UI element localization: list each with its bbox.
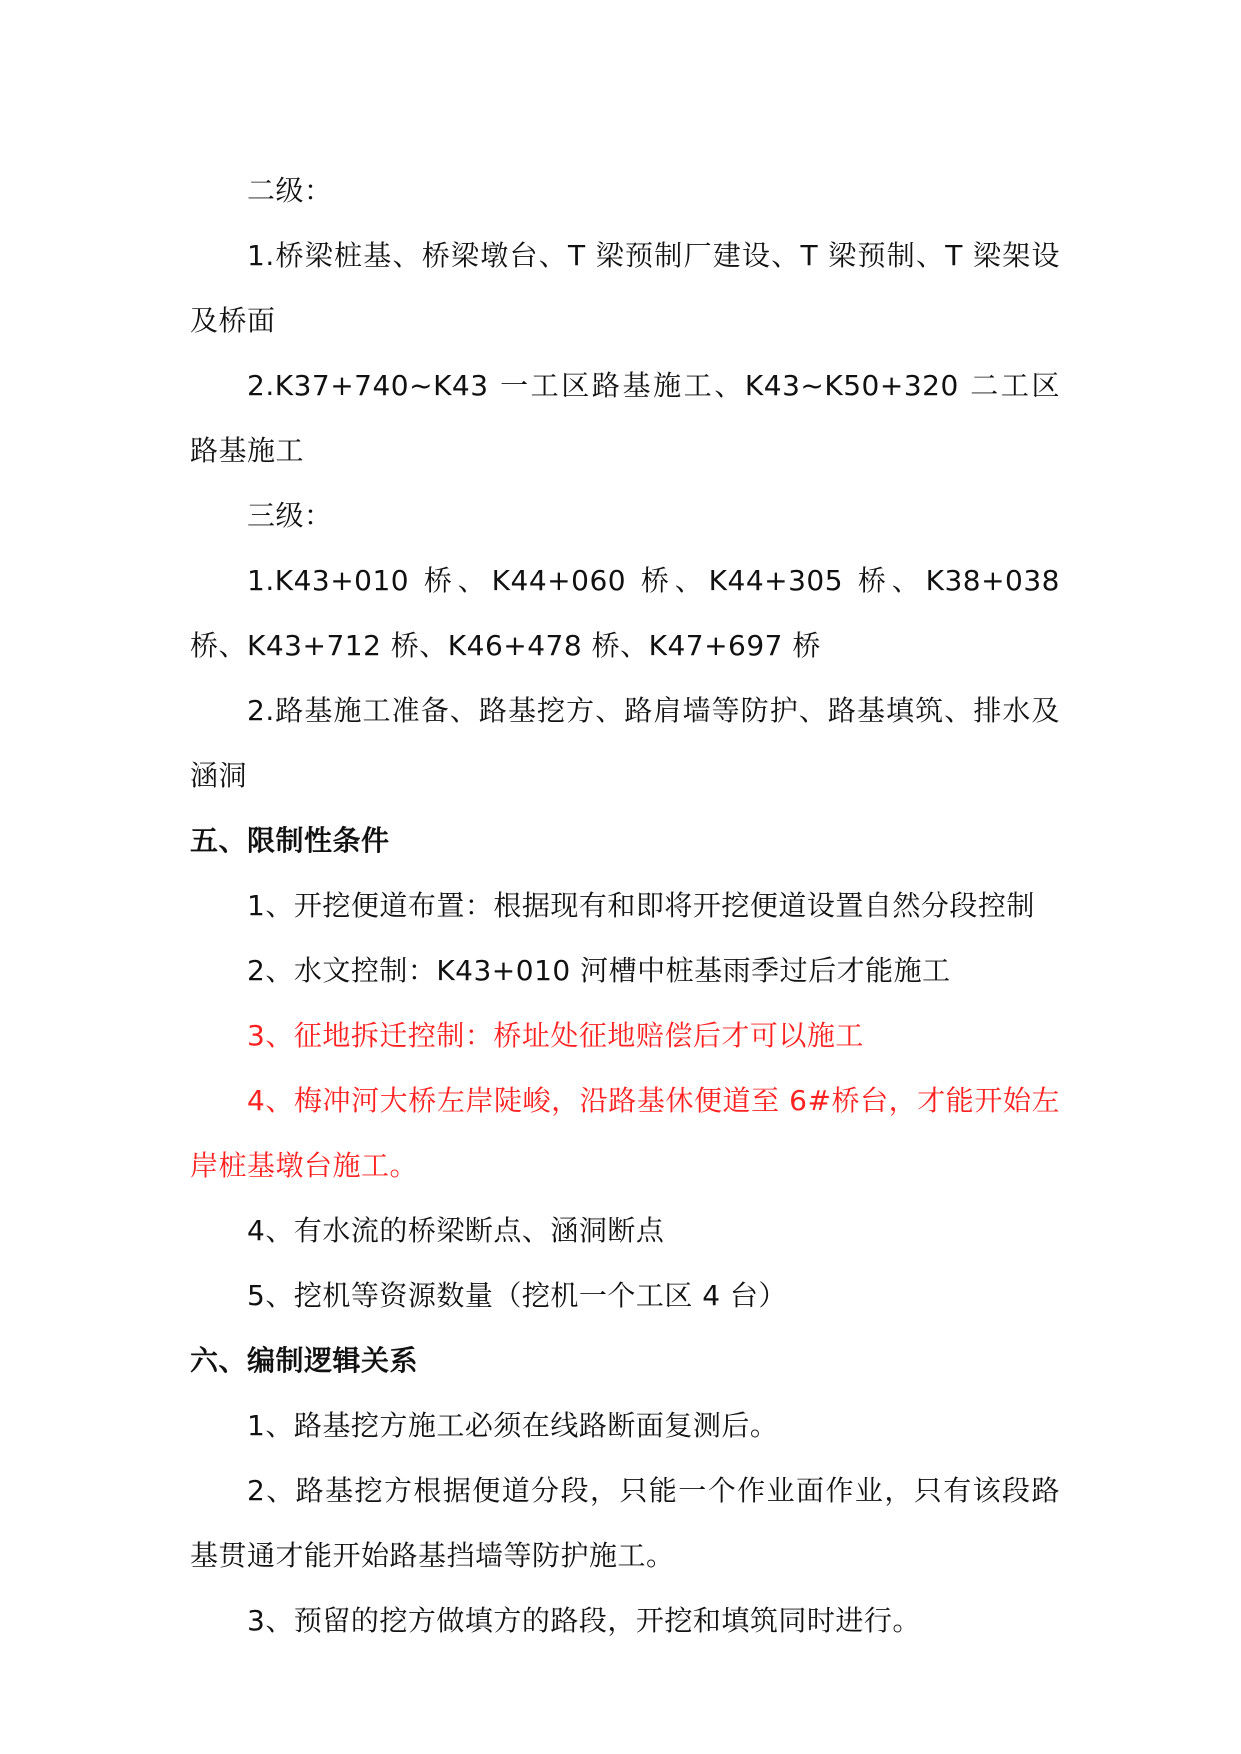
section-five-item-1: 1、开挖便道布置：根据现有和即将开挖便道设置自然分段控制	[247, 889, 1035, 922]
level3-item-1: 1.K43+010 桥、K44+060 桥、K44+305 桥、K38+038 桥、K43+712 桥、K46+478 桥、K47+697 桥	[190, 564, 1060, 662]
section-six-item-1: 1、路基挖方施工必须在线路断面复测后。	[247, 1409, 779, 1442]
level3-label: 三级：	[247, 499, 333, 532]
section-five-item-4: 4、有水流的桥梁断点、涵洞断点	[247, 1214, 665, 1247]
section-six-item-2: 2、路基挖方根据便道分段，只能一个作业面作业，只有该段路基贯通才能开始路基挡墙等防护施工。	[190, 1474, 1060, 1572]
level2-label: 二级：	[247, 174, 333, 207]
level2-item-1: 1.桥梁桩基、桥梁墩台、T 梁预制厂建设、T 梁预制、T 梁架设及桥面	[190, 239, 1060, 337]
section-five-heading: 五、限制性条件	[190, 824, 390, 857]
level2-item-2: 2.K37+740~K43 一工区路基施工、K43~K50+320 二工区路基施工	[190, 369, 1060, 467]
document-page	[190, 158, 1060, 1653]
section-six-heading: 六、编制逻辑关系	[190, 1344, 419, 1377]
section-five-item-3-highlight: 3、征地拆迁控制：桥址处征地赔偿后才可以施工	[247, 1019, 864, 1052]
section-five-item-5: 5、挖机等资源数量（挖机一个工区 4 台）	[247, 1279, 787, 1312]
section-five-item-4-highlight: 4、梅冲河大桥左岸陡峻，沿路基休便道至 6#桥台，才能开始左岸桩基墩台施工。	[190, 1084, 1060, 1182]
section-five-item-2: 2、水文控制：K43+010 河槽中桩基雨季过后才能施工	[247, 954, 951, 987]
level3-item-2: 2.路基施工准备、路基挖方、路肩墙等防护、路基填筑、排水及涵洞	[190, 694, 1060, 792]
section-six-item-3: 3、预留的挖方做填方的路段，开挖和填筑同时进行。	[247, 1604, 921, 1637]
